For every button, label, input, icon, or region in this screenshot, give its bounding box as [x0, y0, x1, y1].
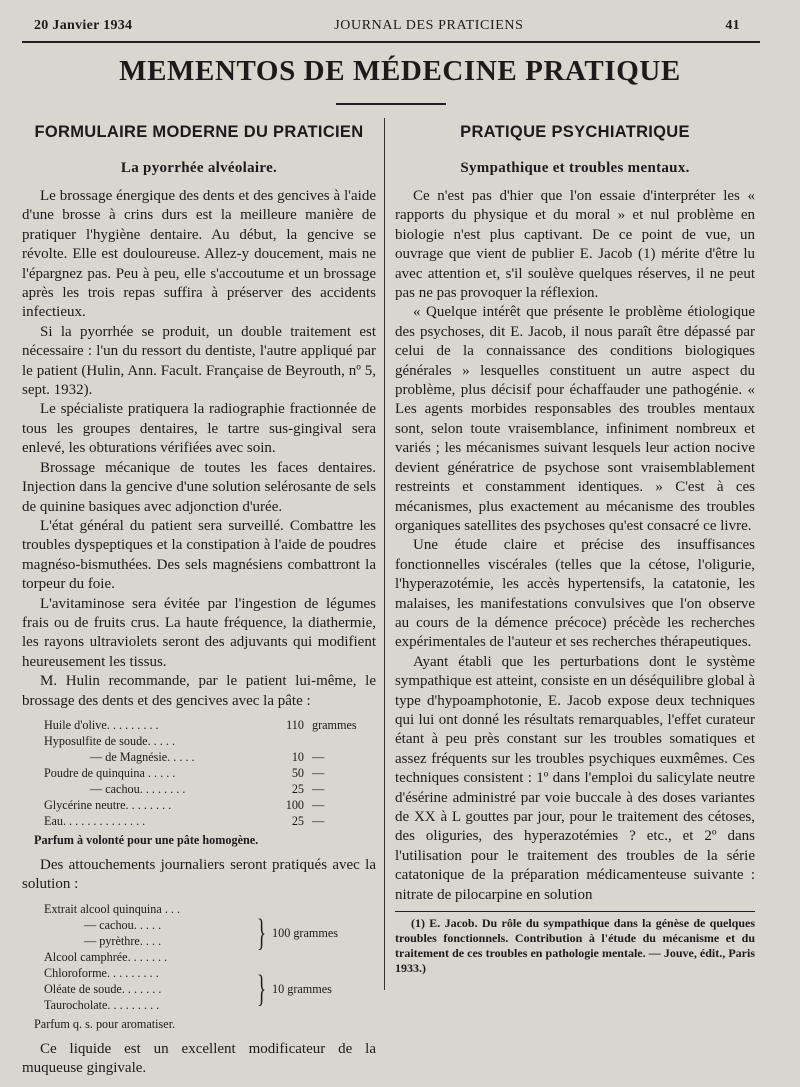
formula-group-quantity: 100 grammes — [272, 925, 339, 940]
title-rule — [336, 103, 446, 105]
left-paragraph-6: L'avitaminose sera évitée par l'ingestion de légumes frais ou de fruits crus. La haute fréquence, la diathermie, les rayons ultraviolets seront des adjuvants qui modifient heureusement les tissus. — [22, 595, 376, 670]
formula-ingredient: Hyposulfite de soude. . . . . — [44, 733, 175, 748]
right-article-title: Sympathique et troubles mentaux. — [460, 160, 690, 176]
solution-formula-note: Parfum q. s. pour aromatiser. — [34, 1016, 176, 1031]
formula-group-1 — [44, 901, 376, 965]
formula-group-items — [44, 965, 254, 1013]
left-section-title: FORMULAIRE MODERNE DU PRATICIEN — [34, 123, 364, 141]
left-paragraph-2: Si la pyorrhée se produit, un double traitement est nécessaire : l'un du ressort du dentiste, l'autre appliqué par le patient (Hulin, Ann. Facult. Française de Beyrouth, nº 5, sept. 1932). — [22, 323, 376, 399]
formula-ingredient: Huile d'olive. . . . . . . . . — [44, 717, 159, 732]
formula-ingredient: — pyrèthre. . . . — [84, 933, 162, 948]
formula-row — [44, 797, 376, 813]
formula-row — [44, 765, 376, 781]
formula-row — [44, 733, 376, 749]
formula-unit: — — [312, 797, 325, 812]
brace-glyph: } — [257, 911, 267, 954]
formula-ingredient: — cachou. . . . . — [84, 917, 162, 932]
solution-formula — [44, 901, 376, 1013]
footnote: (1) E. Jacob. Du rôle du sympathique dans la génèse de quelques troubles fonctionnels. Contribution à l'étude du mécanisme et du traitement de ces troubles en pathologie mentale. — Jouve, édit., Paris 1933.) — [395, 916, 755, 976]
formula-quantity: 110 — [286, 717, 304, 732]
right-paragraph-4: Ayant établi que les perturbations dont le système sympathique est atteint, consiste en un déséquilibre global à type d'hypoamphotonie, E. Jacob expose deux techniques qui lui ont donné les résultats remarquables, l'effet curateur étant à peu près constant sur les troubles somatiques et assez fréquents sur les troubles psychiques euxmêmes. Ces techniques consistent : 1º dans l'emploi du salicylate neutre d'ésérine administré par voie buccale à des doses variantes de XX à L gouttes par jour, pour le traitement des cétoses, des oliguries, des hyperazotémies ? etc., et 2º dans l'utilisation pour le traitement des troubles de la série catatonique de la préparation médicamenteuse suivante : nitrate de pilocarpine en solution — [395, 653, 755, 903]
formula-ingredient: Poudre de quinquina . . . . . — [44, 765, 176, 780]
paste-formula — [44, 717, 376, 829]
formula-quantity: 50 — [291, 765, 304, 780]
left-paragraph-5: L'état général du patient sera surveillé. Combattre les troubles dyspeptiques et la constipation à l'aide de poudres magnéso-bismuthées. Des sels magnésiens combattront la torpeur du foie. — [22, 517, 376, 593]
formula-ingredient: Eau. . . . . . . . . . . . . . — [44, 813, 146, 828]
formula-quantity: 100 — [285, 797, 304, 812]
right-column — [395, 118, 755, 976]
formula-unit: — — [312, 781, 325, 796]
paste-formula-note: Parfum à volonté pour une pâte homogène. — [34, 832, 259, 847]
left-paragraph-9: Ce liquide est un excellent modificateur de la muqueuse gingivale. — [22, 1040, 376, 1077]
running-header — [34, 18, 740, 34]
header-journal-name: JOURNAL DES PRATICIENS — [334, 18, 524, 33]
formula-unit: — — [312, 765, 325, 780]
formula-row — [44, 813, 376, 829]
header-date: 20 Janvier 1934 — [34, 18, 133, 33]
brace-glyph: } — [257, 967, 267, 1010]
formula-ingredient: Taurocholate. . . . . . . . . — [44, 997, 160, 1012]
left-paragraph-8: Des attouchements journaliers seront pratiqués avec la solution : — [22, 856, 376, 893]
left-paragraph-3: Le spécialiste pratiquera la radiographie fractionnée de tous les groupes dentaires, le tartre sus-gingival sera enlevé, les obturations vérifiées avec soin. — [22, 401, 376, 457]
left-column — [22, 118, 376, 1079]
formula-group-2 — [44, 965, 376, 1013]
right-paragraph-2: « Quelque intérêt que présente le problème étiologique des psychoses, dit E. Jacob, il nous paraît être dépassé par celui de la connaissance des conditions biologiques générales » lesquelles constituent un autre aspect du problème, plus décisif pour échaffauder une pathogénie. « Les agents morbides responsables des troubles mentaux sont, selon toute vraisemblance, infiniment nombreux et variés ; les mécanismes suivant lesquels leur action nocive devient génératrice de psychose sont vraisemblablement restreints et constamment identiques. » C'est à ces mécanismes, plus exactement au mécanisme des troubles organiques satellites des psychoses qu'est consacré ce livre. — [395, 304, 755, 534]
left-paragraph-1: Le brossage énergique des dents et des gencives à l'aide d'une brosse à crins durs est la meilleure manière de pratiquer l'hygiène dentaire. Au début, la gencive se révolte. Elle est douloureuse. Allez-y doucement, mais ne l'épargnez pas. Peu à peu, elle s'accoutume et un brossage après les trois repas suffira à préserver des accidents infectieux. — [22, 188, 376, 321]
formula-quantity: 10 — [291, 749, 304, 764]
left-article-title: La pyorrhée alvéolaire. — [120, 160, 278, 176]
formula-row — [44, 717, 376, 733]
formula-row — [44, 781, 376, 797]
footnote-rule — [395, 911, 755, 912]
formula-group-quantity: 10 grammes — [272, 981, 332, 996]
right-paragraph-1: Ce n'est pas d'hier que l'on essaie d'interpréter les « rapports du physique et du moral » et nul problème en biologie n'est plus captivant. De ce point de vue, un ouvrage que vient de publier E. Jacob (1) mérite d'être lu avec attention et, s'il soulève quelques réserves, il ne peut pas ne pas provoquer la réflexion. — [395, 188, 755, 302]
formula-quantity: 25 — [291, 813, 304, 828]
formula-ingredient: Chloroforme. . . . . . . . . — [44, 965, 159, 980]
formula-unit: — — [312, 813, 325, 828]
left-paragraph-4: Brossage mécanique de toutes les faces dentaires. Injection dans la gencive d'une solution selérosante de sels de quinine basiques avec adjonction d'urée. — [22, 459, 376, 515]
column-divider — [384, 118, 385, 990]
formula-ingredient: Oléate de soude. . . . . . . — [44, 981, 162, 996]
page-title: MEMENTOS DE MÉDECINE PRATIQUE — [119, 55, 681, 87]
formula-group-items — [44, 901, 254, 965]
formula-row — [44, 749, 376, 765]
formula-quantity: 25 — [291, 781, 304, 796]
formula-ingredient: — de Magnésie. . . . . — [90, 749, 195, 764]
formula-unit: grammes — [312, 717, 357, 732]
header-page-number: 41 — [725, 18, 740, 33]
right-paragraph-3: Une étude claire et précise des insuffisances fonctionnelles viscérales (telles que la cétose, l'oligurie, l'hyperazotémie, les accès hypertensifs, la catatonie, les malaises, les manifestations convulsives que l'on observe au cours de la démence précoce) précède les recherches expérimentales de l'auteur et ses recherches thérapeutiques. — [395, 537, 755, 651]
header-rule — [22, 41, 760, 43]
right-section-title: PRATIQUE PSYCHIATRIQUE — [460, 123, 690, 141]
formula-ingredient: Extrait alcool quinquina . . . — [44, 901, 181, 916]
formula-ingredient: Alcool camphrée. . . . . . . — [44, 949, 168, 964]
formula-unit: — — [312, 749, 325, 764]
formula-ingredient: — cachou. . . . . . . . — [90, 781, 186, 796]
left-paragraph-7: M. Hulin recommande, par le patient lui-même, le brossage des dents et des gencives avec la pâte : — [22, 673, 376, 709]
formula-ingredient: Glycérine neutre. . . . . . . . — [44, 797, 172, 812]
